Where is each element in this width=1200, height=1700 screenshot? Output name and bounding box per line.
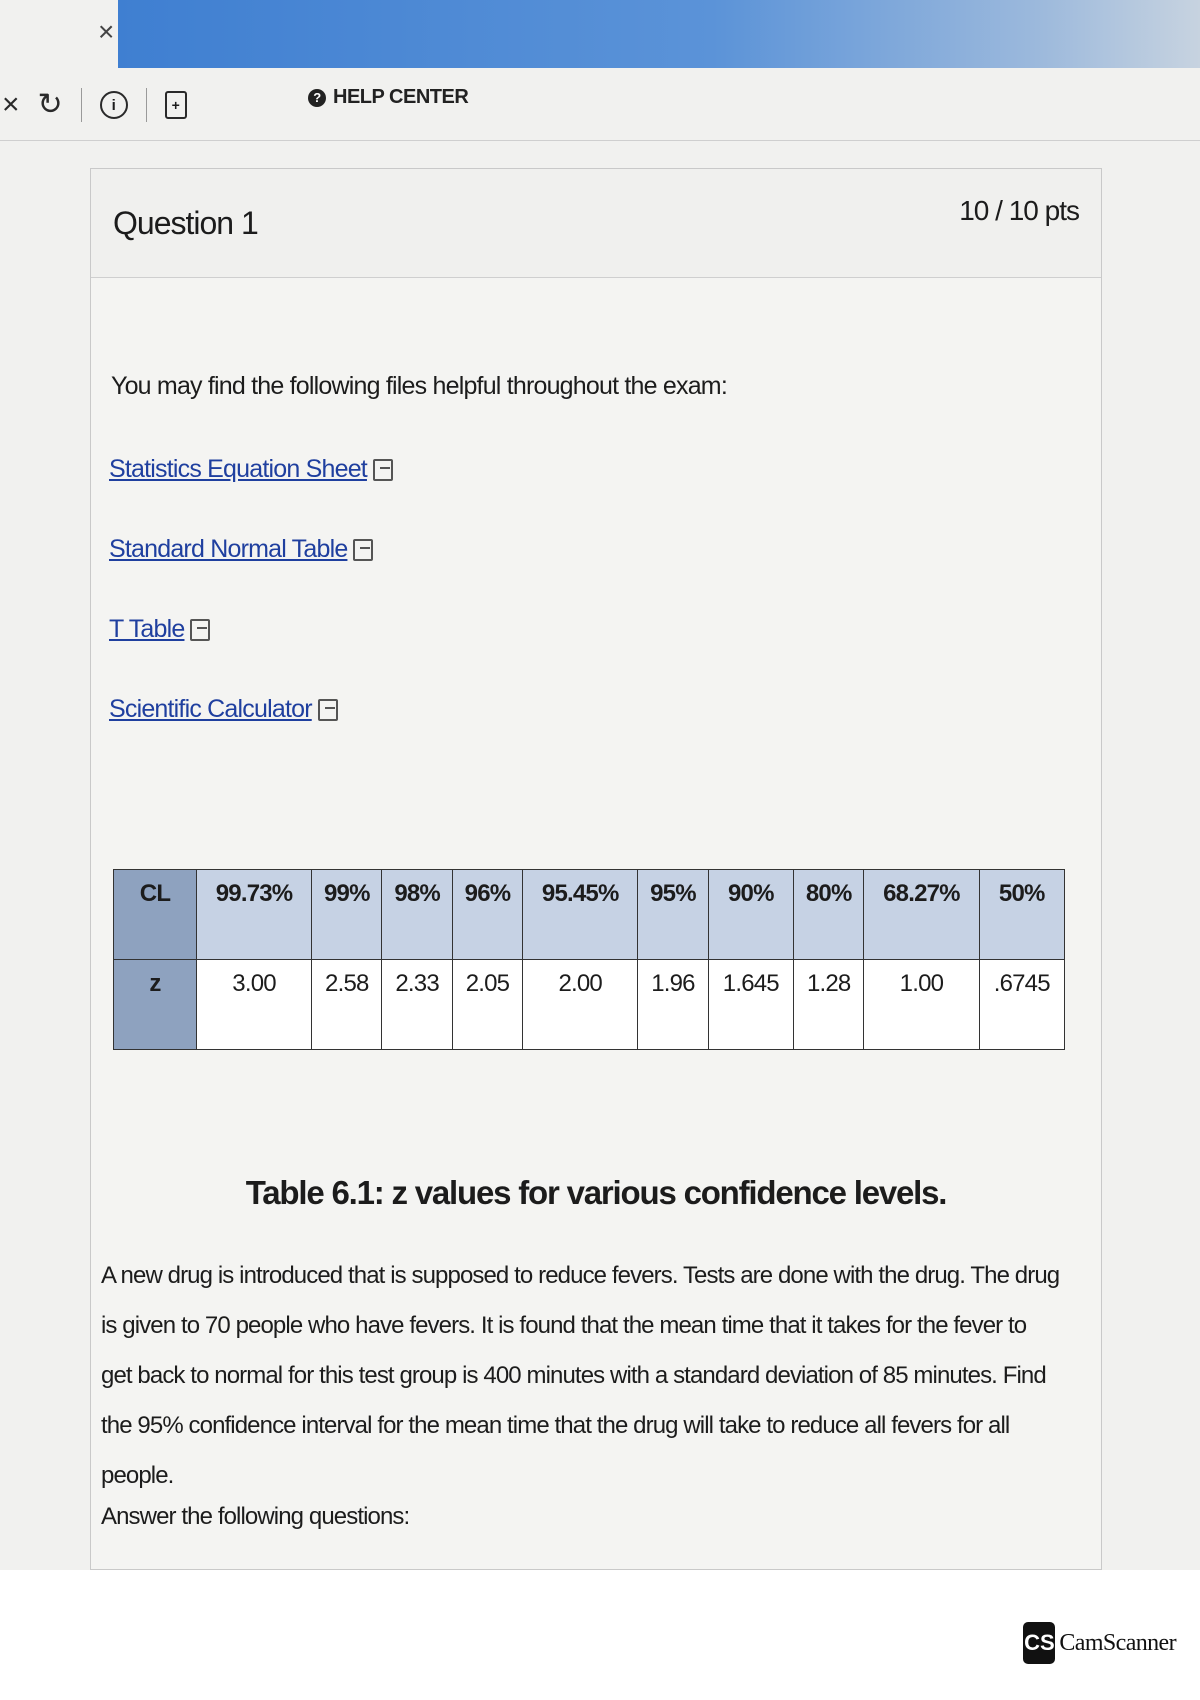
question-title: Question 1 <box>113 205 258 241</box>
table-caption: Table 6.1: z values for various confidence levels. <box>245 1174 947 1211</box>
table-row-z <box>114 960 1065 1050</box>
table-cell: 99% <box>312 870 382 960</box>
question-card <box>90 168 1102 1570</box>
external-link-icon <box>373 459 393 481</box>
external-link-icon <box>190 619 210 641</box>
close-exam-icon[interactable]: × <box>2 88 20 121</box>
camscanner-text: CamScanner <box>1059 1629 1176 1656</box>
table-cell: 2.00 <box>523 960 638 1050</box>
toolbar-divider <box>146 88 147 122</box>
table-cell: 80% <box>794 870 864 960</box>
toolbar <box>0 80 187 130</box>
intro-text: You may find the following files helpful throughout the exam: <box>111 372 727 400</box>
table-cell: 96% <box>452 870 522 960</box>
problem-text: A new drug is introduced that is supposed to reduce fevers. Tests are done with the drug. The drug is given to 70 people who have fevers. It is found that the mean time that it takes for the fever to get back to normal for this test group is 400 minutes with a standard deviation of 85 minutes. Find the 95% confidence interval for the mean time that the drug will take to reduce all fevers for all people. <box>101 1262 1060 1489</box>
link-label: Scientific Calculator <box>109 695 312 723</box>
link-t-table[interactable] <box>109 615 210 644</box>
external-link-icon <box>318 699 338 721</box>
camscanner-logo: CS <box>1023 1622 1055 1664</box>
table-cell: 1.28 <box>794 960 864 1050</box>
table-cell: 1.645 <box>708 960 793 1050</box>
table-cell: .6745 <box>979 960 1065 1050</box>
table-cell: 3.00 <box>197 960 312 1050</box>
link-label: Statistics Equation Sheet <box>109 455 367 483</box>
refresh-icon[interactable]: ↻ <box>37 88 63 121</box>
camscanner-watermark <box>1023 1622 1176 1664</box>
table-cell: 2.58 <box>312 960 382 1050</box>
answer-lead-text: Answer the following questions: <box>101 1503 410 1530</box>
table-cell: 1.00 <box>864 960 979 1050</box>
table-row-cl <box>114 870 1065 960</box>
divider <box>0 140 1200 141</box>
question-header <box>91 169 1101 278</box>
help-icon: ? <box>308 89 326 107</box>
z-values-table <box>113 869 1065 1050</box>
page-footer <box>0 1570 1200 1700</box>
link-statistics-equation-sheet[interactable] <box>109 455 393 484</box>
browser-banner <box>118 0 1200 68</box>
table-cell: 99.73% <box>197 870 312 960</box>
table-cell: 2.33 <box>382 960 452 1050</box>
table-cell: 98% <box>382 870 452 960</box>
link-standard-normal-table[interactable] <box>109 535 373 564</box>
table-cell: 2.05 <box>452 960 522 1050</box>
question-points: 10 / 10 pts <box>959 195 1079 226</box>
table-cell: 50% <box>979 870 1065 960</box>
table-cell: 90% <box>708 870 793 960</box>
help-center-label: HELP CENTER <box>333 86 469 108</box>
table-cell: 95% <box>638 870 708 960</box>
document-icon[interactable]: + <box>165 91 187 119</box>
link-label: T Table <box>109 615 185 643</box>
link-scientific-calculator[interactable] <box>109 695 338 724</box>
toolbar-divider <box>81 88 82 122</box>
link-label: Standard Normal Table <box>109 535 348 563</box>
table-cell: 95.45% <box>523 870 638 960</box>
info-icon[interactable]: i <box>100 91 128 119</box>
close-icon[interactable]: × <box>98 16 115 47</box>
external-link-icon <box>353 539 373 561</box>
table-cell: 68.27% <box>864 870 979 960</box>
row-header-cl: CL <box>114 870 197 960</box>
row-header-z: z <box>114 960 197 1050</box>
table-cell: 1.96 <box>638 960 708 1050</box>
help-center-button[interactable] <box>308 86 468 109</box>
